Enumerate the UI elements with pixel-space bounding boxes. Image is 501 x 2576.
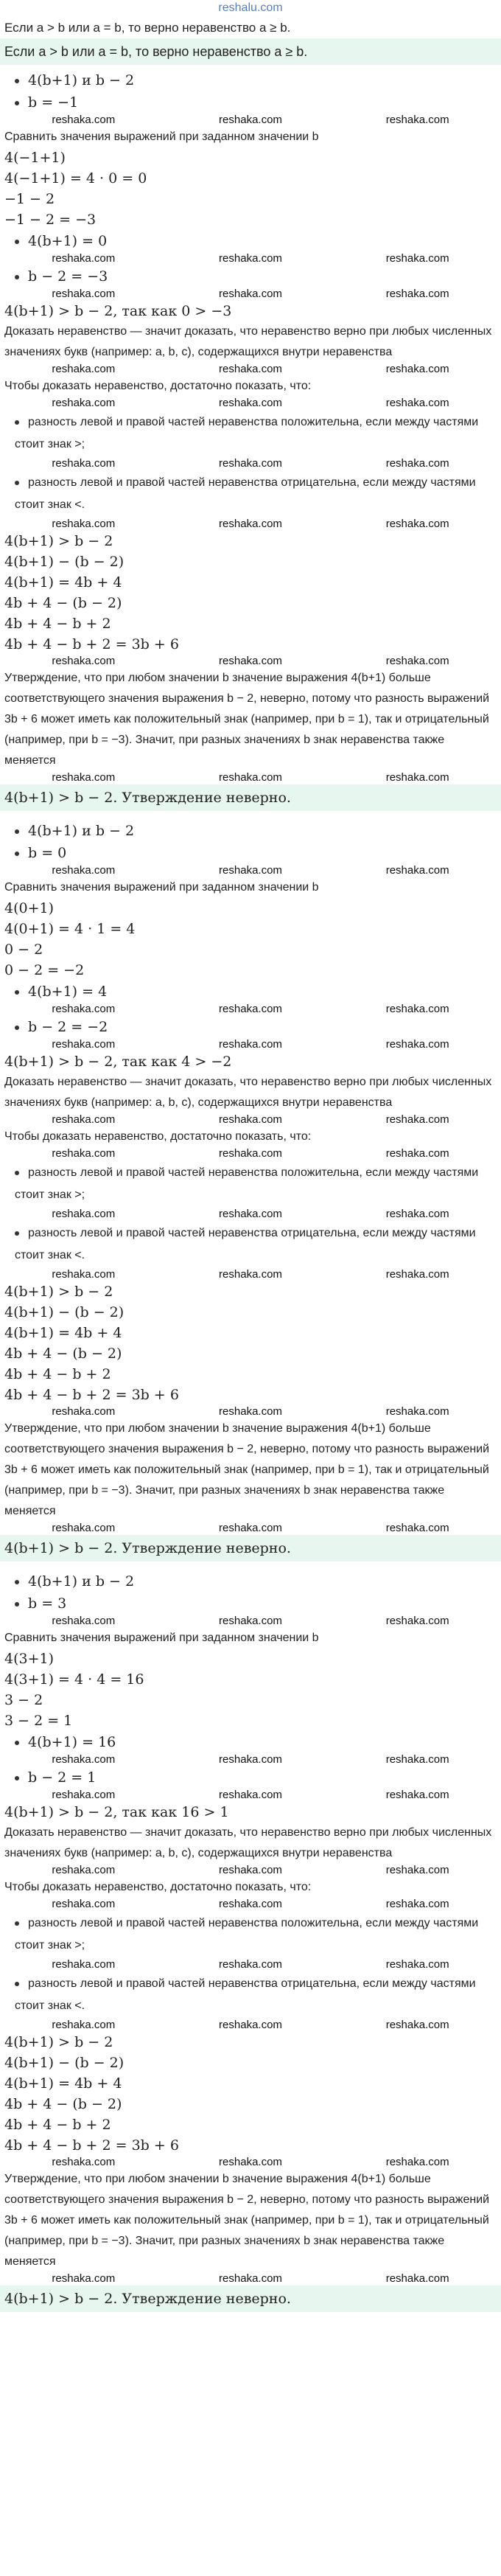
watermark-text: reshaka.com: [52, 864, 116, 877]
watermark-text: reshaka.com: [219, 397, 282, 409]
bullet-icon: [15, 1741, 19, 1745]
instruction-text: Сравнить значения выражений при заданном значении b: [4, 1632, 319, 1644]
list-item: разность левой и правой частей неравенства отрицательна, если между частями стоит знак <.: [15, 1977, 476, 2012]
instruction-text: Сравнить значения выражений при заданном значении b: [4, 130, 319, 143]
watermark-text: reshaka.com: [52, 655, 116, 667]
proof-definition: Доказать неравенство — значит доказать, что неравенство верно при любых численных значениях букв (например: a, b, c), содержащихся внутри неравенства: [4, 1826, 492, 1859]
watermark-text: reshaka.com: [385, 2019, 449, 2031]
proof-definition: Доказать неравенство — значит доказать, что неравенство верно при любых численных значениях букв (например: a, b, c), содержащихся внутри неравенства: [4, 325, 492, 358]
watermark-text: reshaka.com: [385, 1208, 449, 1220]
watermark-text: reshaka.com: [52, 1405, 116, 1418]
watermark-text: reshaka.com: [385, 114, 449, 126]
calc-line: 4(0+1): [4, 900, 55, 916]
watermark-text: reshaka.com: [219, 864, 282, 877]
watermark-text: reshaka.com: [219, 2019, 282, 2031]
watermark-text: reshaka.com: [385, 1405, 449, 1418]
math-line: 4b + 4 − b + 2: [4, 2117, 111, 2133]
math-line: 4b + 4 − (b − 2): [4, 1346, 122, 1362]
list-item: 4(b+1) и b − 2: [0, 820, 501, 842]
list-item: 4(b+1) = 0: [0, 230, 501, 252]
proof-hint: Чтобы доказать неравенство, достаточно показать, что:: [4, 1881, 312, 1893]
conclusion-line: 4(b+1) > b − 2, так как 4 > −2: [4, 1054, 232, 1070]
calc-line: 0 − 2 = −2: [4, 962, 85, 978]
list-item: b − 2 = −2: [0, 1016, 501, 1038]
watermark-text: reshaka.com: [219, 1958, 282, 1971]
bullet-icon: [15, 240, 19, 244]
watermark-text: reshaka.com: [52, 518, 116, 530]
bullet-icon: [15, 852, 19, 856]
watermark-text: reshaka.com: [52, 1268, 116, 1281]
solution-section: [0, 65, 501, 815]
watermark-text: reshaka.com: [385, 363, 449, 375]
bullet-icon: [15, 1231, 19, 1236]
list-item: b − 2 = −3: [0, 265, 501, 288]
proof-hint: Чтобы доказать неравенство, достаточно показать, что:: [4, 1130, 312, 1143]
watermark-text: reshaka.com: [219, 1208, 282, 1220]
watermark-row: [0, 655, 501, 668]
watermark-text: reshaka.com: [385, 1958, 449, 1971]
list-item: 4(b+1) = 16: [0, 1731, 501, 1753]
math-line: 4(b+1) = 4b + 4: [4, 2075, 122, 2092]
list-item: разность левой и правой частей неравенства положительна, если между частями стоит знак >;: [15, 1917, 479, 1952]
watermark-text: reshaka.com: [52, 1003, 116, 1015]
bullet-icon: [15, 1776, 19, 1780]
watermark-text: reshaka.com: [219, 1864, 282, 1876]
watermark-row: [0, 1898, 501, 1911]
watermark-row: [0, 2272, 501, 2286]
watermark-text: reshaka.com: [385, 397, 449, 409]
watermark-text: reshaka.com: [385, 457, 449, 470]
watermark-text: reshaka.com: [219, 1522, 282, 1534]
watermark-text: reshaka.com: [385, 1753, 449, 1766]
watermark-row: [0, 1208, 501, 1221]
watermark-text: reshaka.com: [52, 1789, 116, 1801]
watermark-text: reshaka.com: [219, 1405, 282, 1418]
watermark-text: reshaka.com: [219, 114, 282, 126]
math-line: 4(b+1) > b − 2: [4, 2034, 113, 2050]
math-line: 4(b+1) > b − 2: [4, 533, 113, 549]
bullet-icon: [15, 1921, 19, 1926]
watermark-text: reshaka.com: [385, 1147, 449, 1160]
watermark-row: [0, 1615, 501, 1628]
bullet-icon: [15, 420, 19, 425]
math-line: 4(b+1) − (b − 2): [4, 2055, 125, 2071]
math-line: 4b + 4 − (b − 2): [4, 595, 122, 611]
bullet-icon: [15, 1982, 19, 1986]
watermark-text: reshaka.com: [219, 655, 282, 667]
math-line: 4(b+1) > b − 2: [4, 1284, 113, 1300]
watermark-row: [0, 2156, 501, 2169]
watermark-text: reshaka.com: [219, 363, 282, 375]
watermark-text: reshaka.com: [52, 1208, 116, 1220]
watermark-text: reshaka.com: [52, 1615, 116, 1627]
solution-section: [0, 815, 501, 1566]
math-line: 4(b+1) − (b − 2): [4, 1304, 125, 1320]
watermark-text: reshaka.com: [385, 2156, 449, 2168]
watermark-text: reshaka.com: [219, 1898, 282, 1910]
watermark-row: [0, 1789, 501, 1802]
watermark-text: reshaka.com: [52, 2156, 116, 2168]
watermark-row: [0, 1147, 501, 1160]
watermark-text: reshaka.com: [385, 288, 449, 300]
watermark-text: reshaka.com: [52, 363, 116, 375]
watermark-text: reshaka.com: [52, 1147, 116, 1160]
watermark-row: [0, 114, 501, 127]
watermark-text: reshaka.com: [385, 2272, 449, 2285]
watermark-row: [0, 1405, 501, 1418]
bullet-icon: [15, 1026, 19, 1030]
conclusion-line: 4(b+1) > b − 2, так как 0 > −3: [4, 303, 232, 319]
watermark-text: reshaka.com: [219, 1268, 282, 1281]
watermark-row: [0, 252, 501, 265]
watermark-text: reshaka.com: [52, 1113, 116, 1126]
watermark-text: reshaka.com: [52, 2019, 116, 2031]
calc-line: 4(−1+1) = 4 · 0 = 0: [4, 170, 147, 187]
math-line: 4b + 4 − b + 2 = 3b + 6: [4, 2137, 179, 2154]
statement-text: Утверждение, что при любом значении b значение выражения 4(b+1) больше соответствующего значения выражения b − 2, неверно, потому что разность выражений 3b + 6 может иметь как положительный знак (например, при b = 1), так и отрицательный (например, при b = −3). Значит, при разных значениях b знак неравенства также меняется: [4, 672, 490, 767]
calc-line: 3 − 2: [4, 1692, 43, 1708]
list-item: разность левой и правой частей неравенства положительна, если между частями стоит знак >;: [15, 1166, 479, 1201]
watermark-text: reshaka.com: [52, 1898, 116, 1910]
watermark-text: reshaka.com: [385, 252, 449, 265]
watermark-text: reshaka.com: [219, 252, 282, 265]
bullet-icon: [15, 990, 19, 995]
math-line: 4b + 4 − b + 2: [4, 1366, 111, 1382]
statement-text: Утверждение, что при любом значении b значение выражения 4(b+1) больше соответствующего значения выражения b − 2, неверно, потому что разность выражений 3b + 6 может иметь как положительный знак (например, при b = 1), так и отрицательный (например, при b = −3). Значит, при разных значениях b знак неравенства также меняется: [4, 2173, 490, 2268]
list-item: b = 3: [0, 1592, 501, 1615]
watermark-text: reshaka.com: [219, 288, 282, 300]
watermark-row: [0, 518, 501, 531]
bullet-icon: [15, 1580, 19, 1584]
watermark-row: [0, 771, 501, 784]
calc-line: 4(3+1) = 4 · 4 = 16: [4, 1671, 144, 1688]
watermark-text: reshaka.com: [385, 1864, 449, 1876]
watermark-text: reshaka.com: [385, 1038, 449, 1051]
watermark-row: [0, 1003, 501, 1016]
watermark-text: reshaka.com: [219, 1003, 282, 1015]
watermark-text: reshaka.com: [219, 771, 282, 784]
watermark-text: reshaka.com: [385, 1898, 449, 1910]
watermark-text: reshaka.com: [385, 1615, 449, 1627]
watermark-row: [0, 1113, 501, 1127]
watermark-row: [0, 1864, 501, 1877]
watermark-text: reshaka.com: [385, 1268, 449, 1281]
solution-section: [0, 1566, 501, 2316]
watermark-row: [0, 363, 501, 376]
watermark-row: [0, 1958, 501, 1971]
watermark-text: reshaka.com: [385, 864, 449, 877]
math-line: 4(b+1) − (b − 2): [4, 554, 125, 570]
watermark-text: reshaka.com: [219, 2272, 282, 2285]
watermark-text: reshaka.com: [385, 518, 449, 530]
proof-definition: Доказать неравенство — значит доказать, что неравенство верно при любых численных значениях букв (например: a, b, c), содержащихся внутри неравенства: [4, 1076, 492, 1109]
list-item: разность левой и правой частей неравенства отрицательна, если между частями стоит знак <.: [15, 476, 476, 511]
math-line: 4(b+1) = 4b + 4: [4, 1325, 122, 1341]
watermark-text: reshaka.com: [219, 1615, 282, 1627]
watermark-text: reshaka.com: [52, 114, 116, 126]
list-item: 4(b+1) = 4: [0, 981, 501, 1003]
intro-highlight: Если a > b или a = b, то верно неравенство a ≥ b.: [0, 38, 501, 65]
watermark-text: reshaka.com: [219, 1789, 282, 1801]
watermark-row: [0, 288, 501, 301]
intro-line: Если a > b или a = b, то верно неравенство a ≥ b.: [4, 21, 291, 35]
calc-line: −1 − 2 = −3: [4, 212, 97, 228]
watermark-text: reshaka.com: [52, 2272, 116, 2285]
calc-line: −1 − 2: [4, 191, 55, 207]
watermark-text: reshaka.com: [219, 1753, 282, 1766]
watermark-row: [0, 1038, 501, 1051]
watermark-text: reshaka.com: [52, 252, 116, 265]
list-item: b − 2 = 1: [0, 1766, 501, 1789]
watermark-text: reshaka.com: [219, 1038, 282, 1051]
bullet-icon: [15, 1171, 19, 1175]
watermark-text: reshaka.com: [52, 1753, 116, 1766]
final-answer: 4(b+1) > b − 2. Утверждение неверно.: [0, 2286, 501, 2312]
math-line: 4b + 4 − b + 2 = 3b + 6: [4, 1387, 179, 1403]
final-answer: 4(b+1) > b − 2. Утверждение неверно.: [0, 1535, 501, 1562]
list-item: b = −1: [0, 91, 501, 114]
watermark-row: [0, 397, 501, 410]
calc-line: 4(0+1) = 4 · 1 = 4: [4, 921, 136, 937]
watermark-text: reshaka.com: [219, 2156, 282, 2168]
site-title[interactable]: reshalu.com: [218, 1, 283, 14]
bullet-icon: [15, 481, 19, 485]
watermark-text: reshaka.com: [52, 1958, 116, 1971]
watermark-text: reshaka.com: [52, 288, 116, 300]
list-item: 4(b+1) и b − 2: [0, 69, 501, 91]
list-item: разность левой и правой частей неравенства отрицательна, если между частями стоит знак <.: [15, 1227, 476, 1261]
conclusion-line: 4(b+1) > b − 2, так как 16 > 1: [4, 1804, 229, 1820]
watermark-text: reshaka.com: [219, 1113, 282, 1126]
watermark-text: reshaka.com: [385, 655, 449, 667]
watermark-text: reshaka.com: [52, 1038, 116, 1051]
bullet-icon: [15, 101, 19, 105]
proof-hint: Чтобы доказать неравенство, достаточно показать, что:: [4, 380, 312, 392]
instruction-text: Сравнить значения выражений при заданном значении b: [4, 881, 319, 894]
calc-line: 0 − 2: [4, 941, 43, 958]
bullet-icon: [15, 275, 19, 279]
calc-line: 4(−1+1): [4, 150, 66, 166]
calc-line: 4(3+1): [4, 1651, 55, 1667]
watermark-text: reshaka.com: [52, 397, 116, 409]
list-item: разность левой и правой частей неравенства положительна, если между частями стоит знак >;: [15, 416, 479, 450]
watermark-text: reshaka.com: [385, 771, 449, 784]
watermark-text: reshaka.com: [219, 1147, 282, 1160]
watermark-text: reshaka.com: [219, 457, 282, 470]
bullet-icon: [15, 829, 19, 834]
math-line: 4(b+1) = 4b + 4: [4, 574, 122, 591]
watermark-text: reshaka.com: [385, 1113, 449, 1126]
watermark-text: reshaka.com: [52, 771, 116, 784]
bullet-icon: [15, 1602, 19, 1606]
math-line: 4b + 4 − b + 2: [4, 616, 111, 632]
watermark-text: reshaka.com: [52, 1864, 116, 1876]
math-line: 4b + 4 − b + 2 = 3b + 6: [4, 636, 179, 652]
final-answer: 4(b+1) > b − 2. Утверждение неверно.: [0, 784, 501, 811]
watermark-row: [0, 1753, 501, 1766]
watermark-text: reshaka.com: [52, 1522, 116, 1534]
list-item: 4(b+1) и b − 2: [0, 1570, 501, 1592]
watermark-text: reshaka.com: [52, 457, 116, 470]
watermark-text: reshaka.com: [385, 1789, 449, 1801]
watermark-row: [0, 1268, 501, 1281]
watermark-row: [0, 1522, 501, 1535]
watermark-row: [0, 2019, 501, 2032]
watermark-text: reshaka.com: [385, 1522, 449, 1534]
watermark-row: [0, 457, 501, 470]
watermark-text: reshaka.com: [219, 518, 282, 530]
calc-line: 3 − 2 = 1: [4, 1713, 73, 1729]
math-line: 4b + 4 − (b − 2): [4, 2096, 122, 2112]
watermark-row: [0, 864, 501, 877]
list-item: b = 0: [0, 842, 501, 864]
bullet-icon: [15, 79, 19, 83]
statement-text: Утверждение, что при любом значении b значение выражения 4(b+1) больше соответствующего значения выражения b − 2, неверно, потому что разность выражений 3b + 6 может иметь как положительный знак (например, при b = 1), так и отрицательный (например, при b = −3). Значит, при разных значениях b знак неравенства также меняется: [4, 1422, 490, 1517]
watermark-text: reshaka.com: [385, 1003, 449, 1015]
